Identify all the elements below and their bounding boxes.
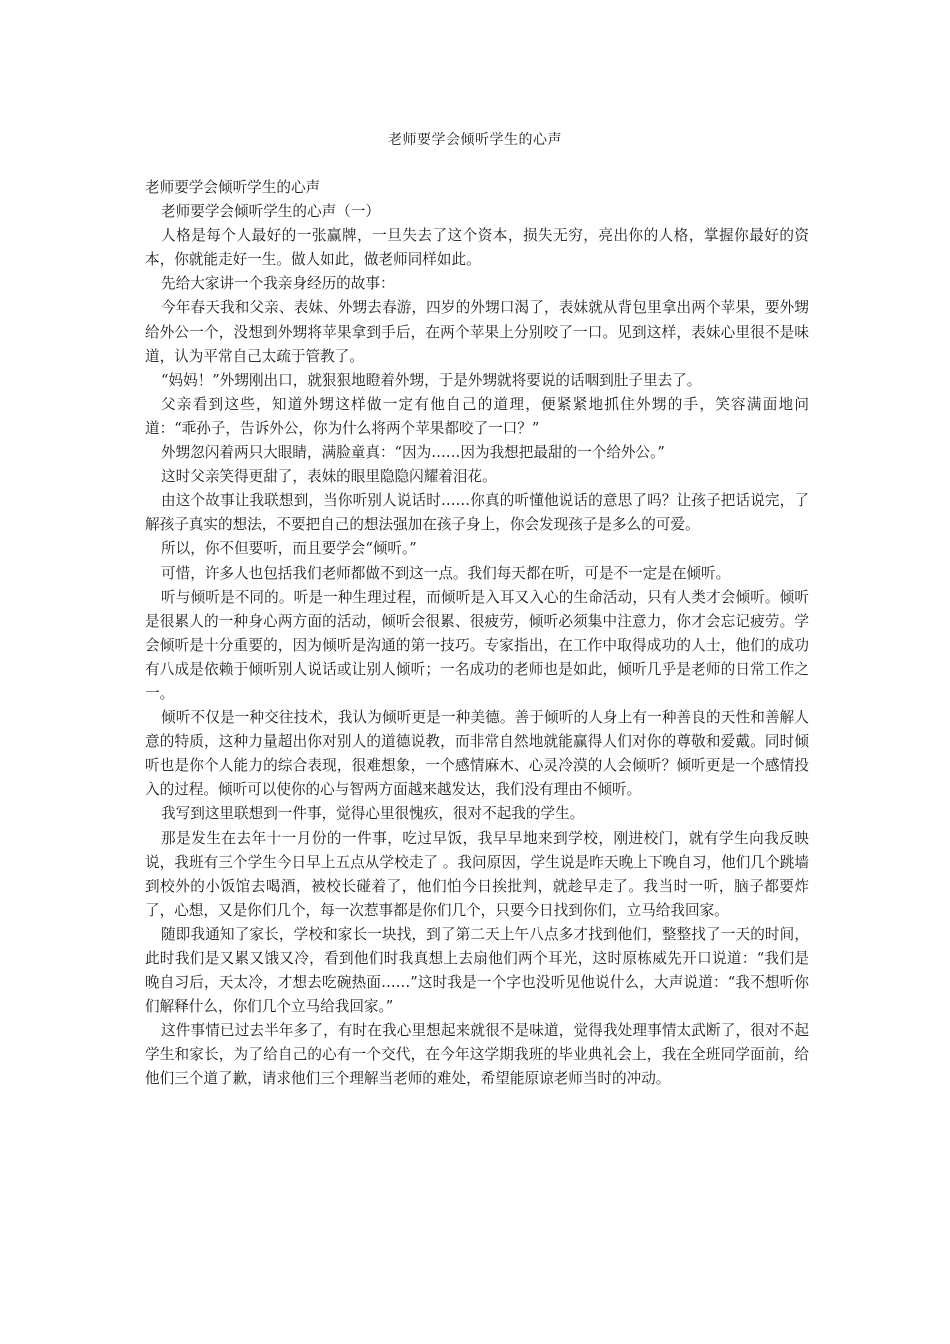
document-title: 老师要学会倾听学生的心声 — [388, 132, 562, 148]
paragraph: 听与倾听是不同的。听是一种生理过程，而倾听是入耳又入心的生命活动，只有人类才会倾听。倾听是很累人的一种身心两方面的活动，倾听会很累、很疲劳，倾听必须集中注意力，你才会忘记疲劳。学会倾听是十分重要的，因为倾听是沟通的第一技巧。专家指出，在工作中取得成功的人士，他们的成功有八成是依赖于倾听别人说话或让别人倾听；一名成功的老师也是如此，倾听几乎是老师的日常工作之一。 — [145, 588, 809, 702]
paragraph: 那是发生在去年十一月份的一件事，吃过早饭，我早早地来到学校，刚进校门，就有学生向我反映说，我班有三个学生今日早上五点从学校走了 。我问原因，学生说是昨天晚上下晚自习，他们几个跳墙到校外的小饭馆去喝酒，被校长碰着了，他们怕今日挨批判，就趁早走了。我当时一听，脑子都要炸了，心想，又是你们几个，每一次惹事都是你们几个，只要今日找到你们，立马给我回家。 — [145, 829, 809, 919]
section-heading: 老师要学会倾听学生的心声 — [145, 179, 321, 196]
paragraph: 父亲看到这些，知道外甥这样做一定有他自己的道理，便紧紧地抓住外甥的手，笑容满面地问道：“乖孙子，告诉外公，你为什么将两个苹果都咬了一口？” — [145, 395, 809, 437]
paragraph: 这时父亲笑得更甜了，表妹的眼里隐隐闪耀着泪花。 — [161, 468, 497, 486]
document-body — [145, 176, 809, 1092]
paragraph: 由这个故事让我联想到，当你听别人说话时……你真的听懂他说话的意思了吗？让孩子把话说完，了解孩子真实的想法，不要把自己的想法强加在孩子身上，你会发现孩子是多么的可爱。 — [145, 492, 809, 534]
paragraph: 我写到这里联想到一件事，觉得心里很愧疚，很对不起我的学生。 — [161, 805, 585, 823]
paragraph: 所以，你不但要听，而且要学会“倾听。” — [161, 540, 417, 558]
paragraph: 随即我通知了家长，学校和家长一块找，到了第二天上午八点多才找到他们，整整找了一天的时间，此时我们是又累又饿又冷，看到他们时我真想上去扇他们两个耳光，这时原栋威先开口说道：“我们是晚自习后，天太冷，才想去吃碗热面……”这时我是一个字也没听见他说什么，大声说道：“我不想听你们解释什么，你们几个立马给我回家。” — [145, 925, 809, 1016]
paragraph: 人格是每个人最好的一张赢牌，一旦失去了这个资本，损失无穷，亮出你的人格，掌握你最好的资本，你就能走好一生。做人如此，做老师同样如此。 — [145, 227, 809, 269]
paragraph: 这件事情已过去半年多了，有时在我心里想起来就很不是味道，觉得我处理事情太武断了，很对不起学生和家长，为了给自己的心有一个交代，在今年这学期我班的毕业典礼会上，我在全班同学面前，给他们三个道了歉，请求他们三个理解当老师的难处，希望能原谅老师当时的冲动。 — [145, 1022, 809, 1088]
paragraph: 先给大家讲一个我亲身经历的故事： — [161, 275, 395, 293]
paragraph: 今年春天我和父亲、表妹、外甥去春游，四岁的外甥口渴了，表妹就从背包里拿出两个苹果，要外甥给外公一个，没想到外甥将苹果拿到手后，在两个苹果上分别咬了一口。见到这样，表妹心里很不是味道，认为平常自己太疏于管教了。 — [145, 299, 809, 365]
section-subheading: 老师要学会倾听学生的心声（一） — [161, 203, 380, 221]
paragraph: 倾听不仅是一种交往技术，我认为倾听更是一种美德。善于倾听的人身上有一种善良的天性和善解人意的特质，这种力量超出你对别人的道德说教，而非常自然地就能赢得人们对你的尊敬和爱戴。同时倾听也是你个人能力的综合表现，很难想象，一个感情麻木、心灵冷漠的人会倾听？倾听更是一个感情投入的过程。倾听可以使你的心与智两方面越来越发达，我们没有理由不倾听。 — [145, 709, 809, 799]
paragraph: 外甥忽闪着两只大眼睛，满脸童真：“因为……因为我想把最甜的一个给外公。” — [161, 444, 665, 462]
paragraph: “妈妈！”外甥刚出口，就狠狠地瞪着外甥，于是外甥就将要说的话咽到肚子里去了。 — [161, 371, 702, 389]
paragraph: 可惜，许多人也包括我们老师都做不到这一点。我们每天都在听，可是不一定是在倾听。 — [161, 564, 731, 582]
